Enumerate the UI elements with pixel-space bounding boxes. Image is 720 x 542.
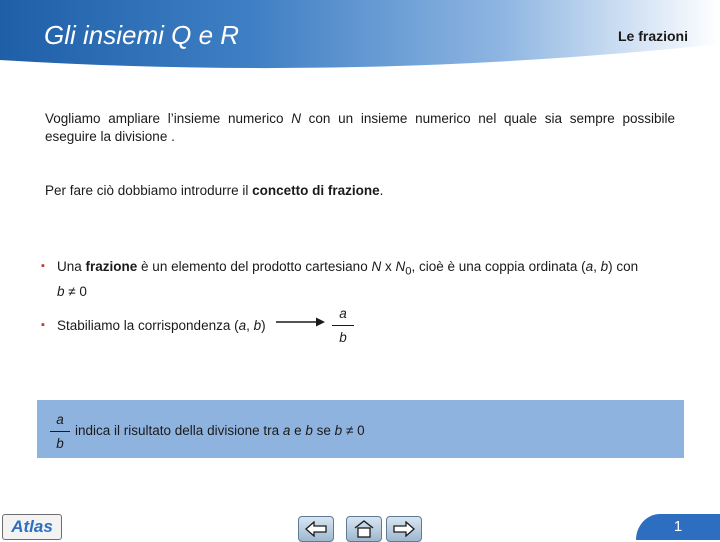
next-button[interactable] xyxy=(386,516,422,542)
fraction-numerator: a xyxy=(339,306,347,321)
fraction-denominator: b xyxy=(339,330,347,346)
concept-paragraph: Per fare ciò dobbiamo introdurre il concetto di frazione. xyxy=(45,183,384,198)
home-button[interactable] xyxy=(346,516,382,542)
section-title: Le frazioni xyxy=(617,28,688,44)
atlas-logo: Atlas xyxy=(2,514,62,540)
fraction-a-over-b xyxy=(332,306,354,345)
bullet-correspondence: ▪ Stabiliamo la corrispondenza (a, b) xyxy=(41,318,266,333)
arrow-left-icon xyxy=(305,521,327,537)
slide-title: Gli insiemi Q e R xyxy=(44,20,240,50)
bullet-definition: ▪ Una frazione è un elemento del prodotto cartesiano N x $N_0$, cioè è una coppia ordinata (a, b) con b ≠ 0 xyxy=(41,259,639,299)
fraction-bar xyxy=(332,325,354,326)
fraction-bar xyxy=(50,431,70,432)
bullet-icon: ▪ xyxy=(41,319,45,331)
info-fraction xyxy=(50,412,70,451)
fraction-denominator: b xyxy=(56,436,64,452)
bullet-icon: ▪ xyxy=(41,260,45,272)
home-icon xyxy=(353,520,375,538)
arrow-right-icon xyxy=(276,316,326,328)
page-number: 1 xyxy=(636,514,720,540)
fraction-numerator: a xyxy=(56,412,64,427)
header-banner xyxy=(0,0,720,74)
arrow-right-icon xyxy=(393,521,415,537)
intro-paragraph: Vogliamo ampliare l’insieme numerico N con un insieme numerico nel quale sia sempre possibile eseguire la divisione . xyxy=(45,111,675,144)
info-text: indica il risultato della divisione tra a e b se b ≠ 0 xyxy=(75,423,365,438)
prev-button[interactable] xyxy=(298,516,334,542)
